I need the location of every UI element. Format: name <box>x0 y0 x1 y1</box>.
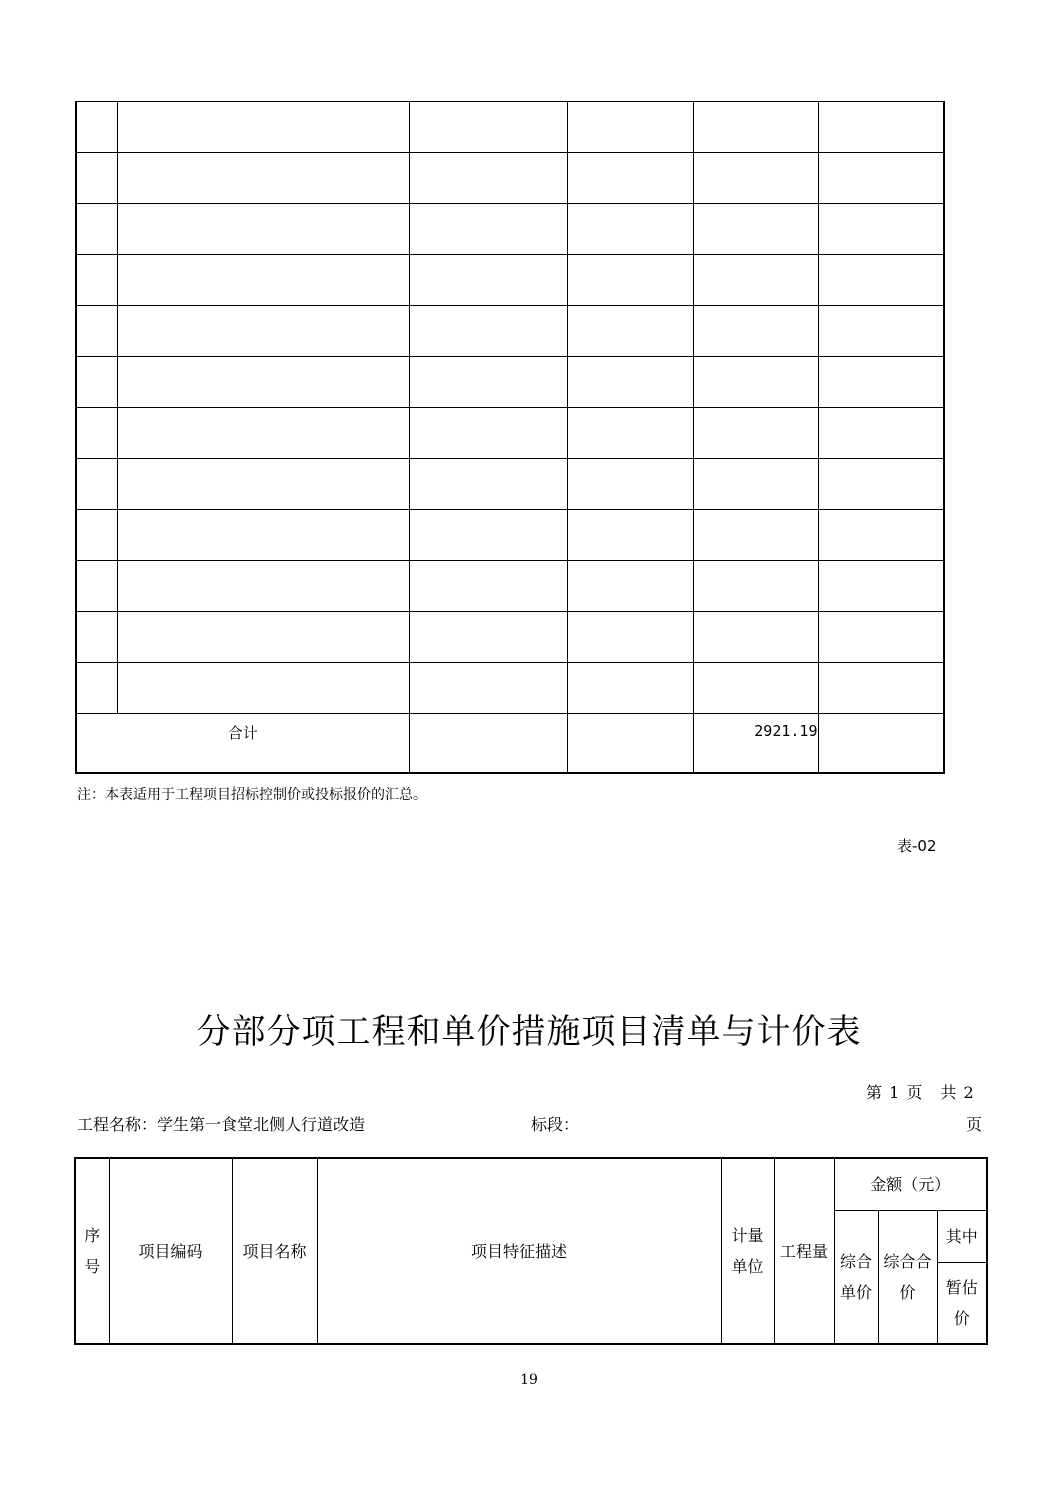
total-label: 合计 <box>76 714 409 774</box>
summary-empty-cell <box>76 102 117 153</box>
summary-empty-cell <box>818 357 944 408</box>
summary-empty-row <box>76 102 944 153</box>
pricing-header-row <box>75 1158 987 1210</box>
summary-empty-cell <box>409 306 567 357</box>
summary-empty-cell <box>117 153 409 204</box>
summary-empty-cell <box>409 255 567 306</box>
summary-empty-cell <box>117 612 409 663</box>
summary-empty-cell <box>693 561 818 612</box>
summary-empty-cell <box>117 663 409 714</box>
summary-empty-cell <box>117 306 409 357</box>
summary-empty-cell <box>818 306 944 357</box>
summary-empty-cell <box>567 102 693 153</box>
summary-empty-cell <box>693 204 818 255</box>
summary-empty-cell <box>117 561 409 612</box>
summary-empty-cell <box>567 408 693 459</box>
summary-empty-cell <box>567 306 693 357</box>
project-name: 工程名称：学生第一食堂北侧人行道改造 <box>77 1115 366 1134</box>
summary-empty-cell <box>567 561 693 612</box>
summary-empty-cell <box>693 153 818 204</box>
summary-empty-cell <box>409 102 567 153</box>
summary-empty-cell <box>117 204 409 255</box>
summary-empty-cell <box>693 612 818 663</box>
summary-empty-cell <box>818 153 944 204</box>
header-seq <box>75 1158 109 1344</box>
summary-empty-cell <box>76 663 117 714</box>
summary-empty-cell <box>567 459 693 510</box>
summary-empty-cell <box>818 663 944 714</box>
summary-empty-cell <box>693 306 818 357</box>
summary-empty-row <box>76 153 944 204</box>
summary-empty-cell <box>117 102 409 153</box>
summary-empty-cell <box>818 459 944 510</box>
summary-empty-cell <box>693 510 818 561</box>
summary-empty-cell <box>567 612 693 663</box>
summary-empty-cell <box>76 357 117 408</box>
summary-total-row <box>76 714 944 774</box>
summary-empty-cell <box>693 102 818 153</box>
table-note: 注：本表适用于工程项目招标控制价或投标报价的汇总。 <box>77 787 427 803</box>
summary-empty-cell <box>818 255 944 306</box>
page-title: 分部分项工程和单价措施项目清单与计价表 <box>196 1012 862 1052</box>
summary-empty-cell <box>76 255 117 306</box>
header-amount-group: 金额（元） <box>834 1158 987 1210</box>
summary-empty-cell <box>409 663 567 714</box>
summary-empty-row <box>76 459 944 510</box>
summary-empty-cell <box>818 102 944 153</box>
summary-empty-cell <box>117 459 409 510</box>
summary-empty-cell <box>693 255 818 306</box>
summary-empty-row <box>76 663 944 714</box>
summary-empty-cell <box>76 408 117 459</box>
summary-empty-cell <box>76 459 117 510</box>
summary-empty-cell <box>693 663 818 714</box>
summary-empty-cell <box>567 510 693 561</box>
summary-empty-cell <box>409 459 567 510</box>
page-info-tail: 页 <box>966 1115 983 1134</box>
summary-empty-row <box>76 306 944 357</box>
total-cell-empty <box>818 714 944 774</box>
summary-table <box>75 101 945 774</box>
summary-empty-row <box>76 357 944 408</box>
summary-empty-cell <box>693 357 818 408</box>
summary-empty-cell <box>117 357 409 408</box>
header-total-price-text: 综合合价 <box>883 1251 932 1302</box>
form-code: 表-02 <box>897 837 937 855</box>
summary-empty-cell <box>409 510 567 561</box>
summary-empty-cell <box>818 612 944 663</box>
summary-table-body <box>76 102 944 774</box>
summary-empty-cell <box>567 204 693 255</box>
summary-empty-cell <box>567 255 693 306</box>
header-code: 项目编码 <box>109 1158 232 1344</box>
summary-empty-cell <box>567 663 693 714</box>
header-total-price <box>878 1210 937 1344</box>
summary-empty-cell <box>76 204 117 255</box>
summary-empty-cell <box>409 153 567 204</box>
header-of-which: 其中 <box>937 1210 987 1262</box>
summary-empty-cell <box>818 204 944 255</box>
summary-empty-cell <box>409 408 567 459</box>
summary-empty-row <box>76 408 944 459</box>
summary-empty-cell <box>117 510 409 561</box>
pricing-table <box>74 1157 988 1345</box>
summary-empty-cell <box>567 357 693 408</box>
header-provisional <box>937 1262 987 1344</box>
summary-empty-cell <box>409 612 567 663</box>
header-unit <box>721 1158 774 1344</box>
header-name: 项目名称 <box>232 1158 317 1344</box>
summary-empty-cell <box>409 204 567 255</box>
summary-empty-cell <box>117 408 409 459</box>
header-description: 项目特征描述 <box>317 1158 721 1344</box>
section-label: 标段： <box>531 1115 580 1134</box>
header-provisional-text: 暂估价 <box>945 1277 978 1328</box>
summary-empty-cell <box>818 408 944 459</box>
summary-empty-cell <box>76 153 117 204</box>
total-cell-empty <box>567 714 693 774</box>
total-value: 2921.19 <box>693 714 818 774</box>
page-number: 19 <box>520 1372 538 1388</box>
header-quantity: 工程量 <box>774 1158 834 1344</box>
summary-empty-cell <box>409 561 567 612</box>
header-unit-text: 计量单位 <box>731 1226 764 1276</box>
header-unit-price <box>834 1210 878 1344</box>
summary-empty-cell <box>693 459 818 510</box>
summary-empty-row <box>76 612 944 663</box>
summary-empty-row <box>76 510 944 561</box>
summary-empty-cell <box>409 357 567 408</box>
summary-empty-cell <box>76 612 117 663</box>
summary-empty-cell <box>76 510 117 561</box>
summary-empty-cell <box>117 255 409 306</box>
summary-empty-cell <box>76 561 117 612</box>
summary-empty-cell <box>76 306 117 357</box>
summary-empty-cell <box>567 153 693 204</box>
summary-empty-row <box>76 204 944 255</box>
summary-empty-cell <box>693 408 818 459</box>
total-cell-empty <box>409 714 567 774</box>
header-unit-price-text: 综合单价 <box>839 1251 872 1302</box>
header-seq-text: 序号 <box>84 1226 101 1276</box>
summary-empty-cell <box>818 561 944 612</box>
page-info: 第 1 页 共 2 <box>866 1083 975 1102</box>
summary-empty-row <box>76 255 944 306</box>
summary-empty-cell <box>818 510 944 561</box>
summary-empty-row <box>76 561 944 612</box>
